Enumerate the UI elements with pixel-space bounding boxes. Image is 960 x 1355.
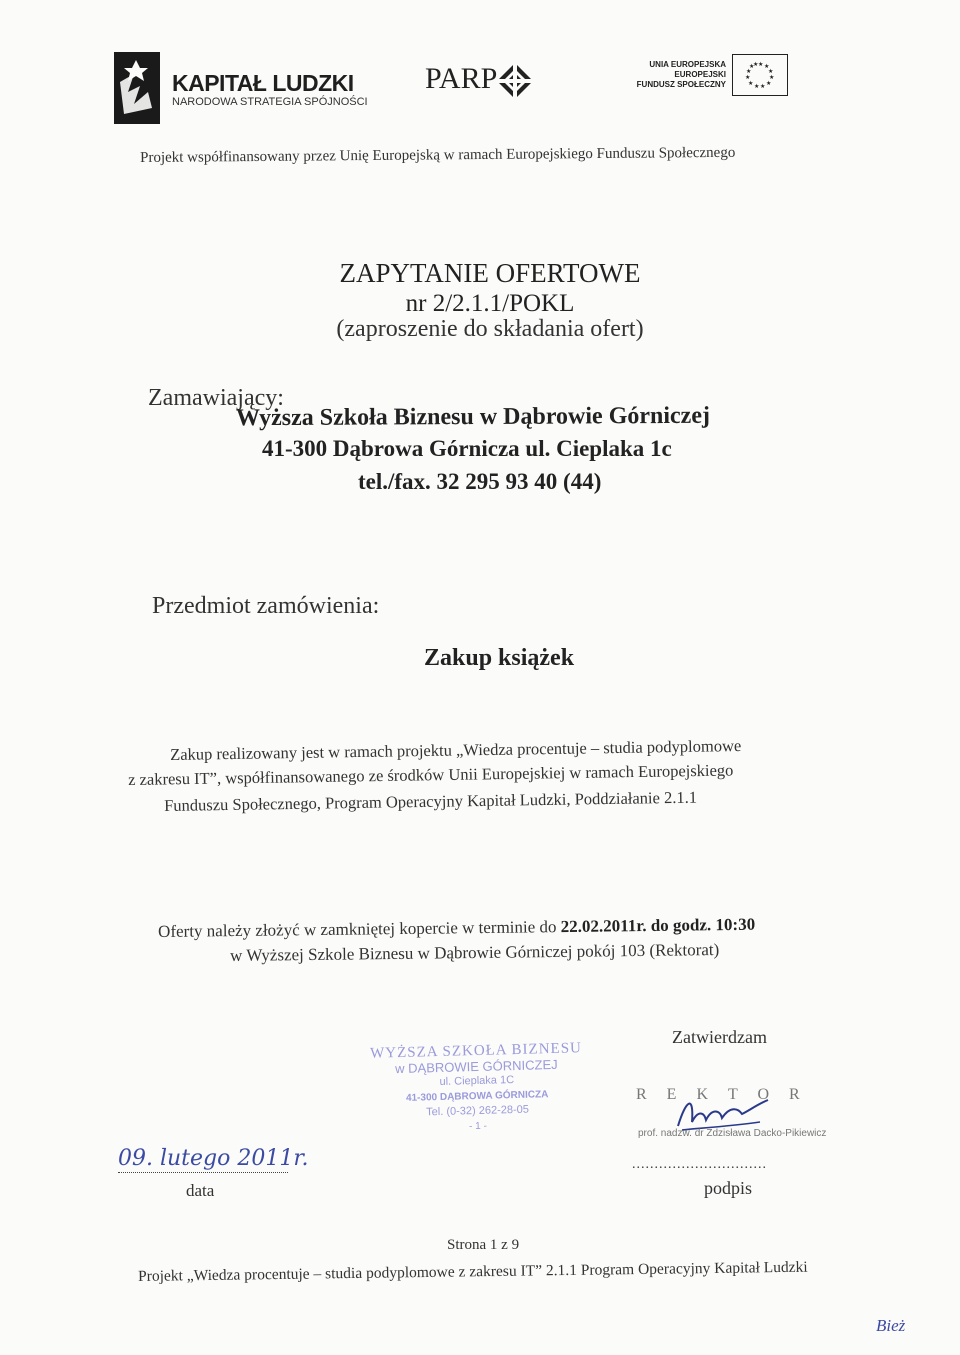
cofinance-statement: Projekt współfinansowany przez Unię Europejską w ramach Europejskiego Funduszu Społecznego [140, 144, 736, 166]
svg-text:★: ★ [766, 80, 772, 87]
svg-text:★: ★ [753, 61, 759, 68]
ordering-party-phone: tel./fax. 32 295 93 40 (44) [358, 469, 602, 494]
svg-text:★: ★ [768, 68, 774, 75]
stamp-line: Tel. (0-32) 262-28-05 [426, 1103, 530, 1119]
corner-handwritten-mark: Bież [876, 1316, 906, 1335]
parp-logo-text: PARP [425, 62, 498, 95]
school-stamp [365, 1041, 589, 1137]
rektor-stamp-title: REKTOR [636, 1086, 820, 1103]
ordering-party-name: Wyższa Szkoła Biznesu w Dąbrowie Górniczej [235, 402, 711, 432]
svg-text:★: ★ [748, 80, 754, 87]
offer-location-line: w Wyższej Szkole Biznesu w Dąbrowie Górniczej pokój 103 (Rektorat) [230, 940, 720, 965]
ordering-party-address: 41-300 Dąbrowa Górnicza ul. Cieplaka 1c [262, 436, 672, 461]
subject-label: Przedmiot zamówienia: [152, 593, 380, 619]
rektor-name: prof. nadzw. dr Zdzisława Dacko-Pikiewicz [638, 1128, 827, 1139]
document-number: nr 2/2.1.1/POKL [405, 290, 575, 317]
eu-flag-icon [732, 54, 788, 96]
handwritten-date: 09. lutego 2011r. [118, 1146, 309, 1171]
eu-fund-text [612, 60, 726, 90]
date-label: data [186, 1181, 215, 1200]
document-subtitle: (zaproszenie do składania ofert) [336, 316, 644, 342]
page-number: Strona 1 z 9 [447, 1237, 520, 1253]
svg-text:★: ★ [745, 74, 751, 81]
stamp-line: WYŻSZA SZKOŁA BIZNESU [369, 1040, 583, 1062]
svg-text:★: ★ [746, 68, 752, 75]
description-line: Zakup realizowany jest w ramach projektu „Wiedza procentuje – studia podyplomowe [170, 736, 742, 764]
stamp-line: ul. Cieplaka 1C [439, 1074, 515, 1088]
eu-line: FUNDUSZ SPOŁECZNY [636, 80, 726, 89]
document-title: ZAPYTANIE OFERTOWE [339, 258, 641, 288]
ordering-party-label: Zamawiający: [148, 385, 284, 411]
kapital-ludzki-subtitle: NARODOWA STRATEGIA SPÓJNOŚCI [172, 96, 368, 108]
eu-line: EUROPEJSKI [674, 70, 726, 79]
kapital-ludzki-logo [114, 52, 160, 124]
offer-deadline-line [158, 915, 755, 942]
subject-value: Zakup książek [424, 645, 575, 671]
signature-label: podpis [704, 1178, 753, 1198]
approval-label: Zatwierdzam [672, 1027, 767, 1047]
offer-deadline-date: 22.02.2011r. do godz. 10:30 [560, 914, 756, 937]
description-line: z zakresu IT”, współfinansowanego ze środków Unii Europejskiej w ramach Europejskiego [128, 760, 734, 789]
svg-text:★: ★ [769, 74, 775, 81]
svg-text:★: ★ [758, 61, 764, 68]
kapital-ludzki-title: KAPITAŁ LUDZKI [172, 70, 354, 96]
stamp-line: - 1 - [468, 1120, 488, 1133]
eu-line: UNIA EUROPEJSKA [649, 60, 726, 69]
svg-text:★: ★ [749, 63, 755, 70]
svg-text:★: ★ [760, 83, 766, 90]
offer-deadline-prefix: Oferty należy złożyć w zamkniętej kopercie w terminie do [158, 917, 561, 941]
footer-project-text: Projekt „Wiedza procentuje – studia podyplomowe z zakresu IT” 2.1.1 Program Operacyjny Kapitał Ludzki [138, 1258, 808, 1285]
parp-diamond-icon [496, 62, 534, 100]
svg-text:★: ★ [754, 83, 760, 90]
date-dotted-line [118, 1172, 288, 1173]
svg-text:★: ★ [764, 63, 770, 70]
signature-dots: .............................. [632, 1157, 767, 1172]
stamp-line: 41-300 DĄBROWA GÓRNICZA [405, 1089, 549, 1104]
description-line: Funduszu Społecznego, Program Operacyjny Kapitał Ludzki, Poddziałanie 2.1.1 [164, 787, 698, 815]
stamp-line: w DĄBROWIE GÓRNICZEJ [394, 1056, 558, 1077]
kapital-ludzki-emblem-icon [114, 52, 160, 124]
